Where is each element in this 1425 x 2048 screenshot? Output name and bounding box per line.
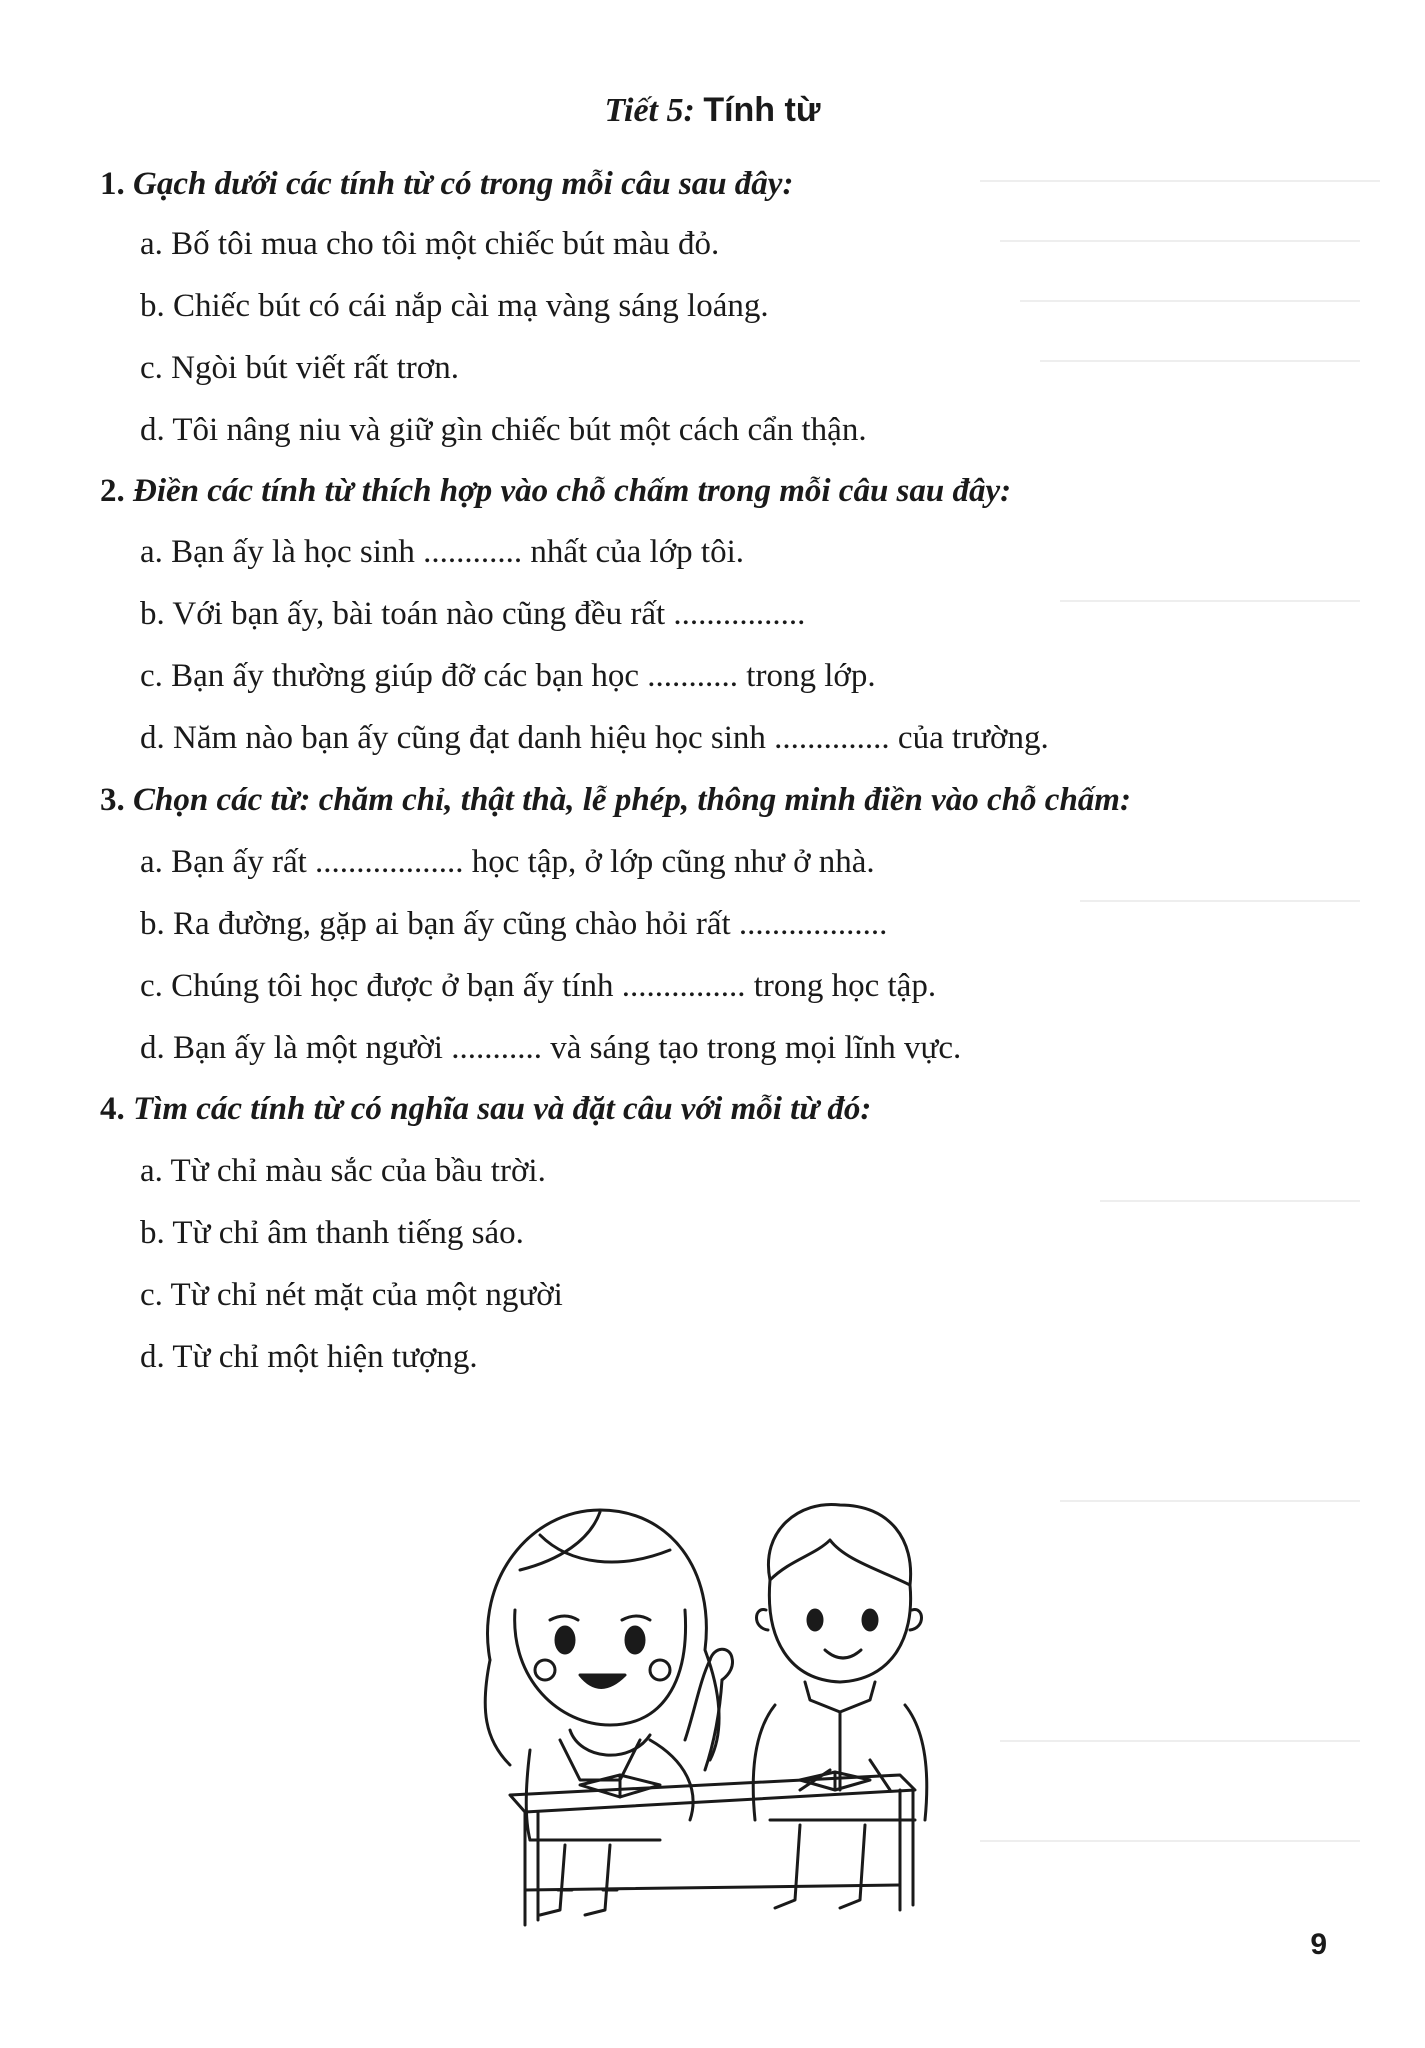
question-3-text-after: điền vào chỗ chấm: <box>855 782 1131 818</box>
question-2-text: Điền các tính từ thích hợp vào chỗ chấm trong mỗi câu sau đây: <box>133 473 1012 509</box>
question-4-number: 4. <box>100 1091 125 1127</box>
question-3-prompt <box>100 778 1131 822</box>
question-4-item-a: a. Từ chỉ màu sắc của bầu trời. <box>140 1153 546 1189</box>
question-1-item-c: c. Ngòi bút viết rất trơn. <box>140 350 459 386</box>
question-3-item-a: a. Bạn ấy rất .................. học tập, ở lớp cũng như ở nhà. <box>140 844 875 880</box>
question-4-prompt <box>100 1087 871 1131</box>
question-4-item-b: b. Từ chỉ âm thanh tiếng sáo. <box>140 1215 524 1251</box>
question-1-text: Gạch dưới các tính từ có trong mỗi câu sau đây: <box>133 166 794 202</box>
lesson-number: Tiết 5: <box>604 92 695 129</box>
question-2-item-a: a. Bạn ấy là học sinh ............ nhất của lớp tôi. <box>140 534 744 570</box>
question-4-item-d: d. Từ chỉ một hiện tượng. <box>140 1339 478 1375</box>
lesson-name: Tính từ <box>703 91 821 129</box>
question-3-item-d: d. Bạn ấy là một người ........... và sáng tạo trong mọi lĩnh vực. <box>140 1030 962 1066</box>
question-2-item-c: c. Bạn ấy thường giúp đỡ các bạn học ........... trong lớp. <box>140 658 876 694</box>
question-4-item-c: c. Từ chỉ nét mặt của một người <box>140 1277 563 1313</box>
question-3-number: 3. <box>100 782 125 818</box>
question-2-number: 2. <box>100 473 125 509</box>
question-3-text-before: Chọn các từ: <box>133 782 319 818</box>
question-4-text: Tìm các tính từ có nghĩa sau và đặt câu với mỗi từ đó: <box>133 1091 872 1127</box>
question-1-item-a: a. Bố tôi mua cho tôi một chiếc bút màu đỏ. <box>140 226 720 262</box>
question-1-number: 1. <box>100 166 125 202</box>
question-2-item-d: d. Năm nào bạn ấy cũng đạt danh hiệu học sinh .............. của trường. <box>140 720 1049 756</box>
question-3-item-c: c. Chúng tôi học được ở bạn ấy tính ............... trong học tập. <box>140 968 937 1004</box>
question-3-word-list: chăm chỉ, thật thà, lễ phép, thông minh <box>318 782 856 818</box>
two-children-at-desk-illustration <box>470 1490 930 1930</box>
question-3-item-b: b. Ra đường, gặp ai bạn ấy cũng chào hỏi rất .................. <box>140 906 888 942</box>
question-1-item-d: d. Tôi nâng niu và giữ gìn chiếc bút một cách cẩn thận. <box>140 412 867 448</box>
question-1-prompt <box>100 162 793 206</box>
question-2-prompt <box>100 469 1011 513</box>
lesson-title <box>0 88 1425 133</box>
page-number: 9 <box>1310 1928 1327 1961</box>
question-1-item-b: b. Chiếc bút có cái nắp cài mạ vàng sáng loáng. <box>140 288 769 324</box>
question-2-item-b: b. Với bạn ấy, bài toán nào cũng đều rất ................ <box>140 596 806 632</box>
